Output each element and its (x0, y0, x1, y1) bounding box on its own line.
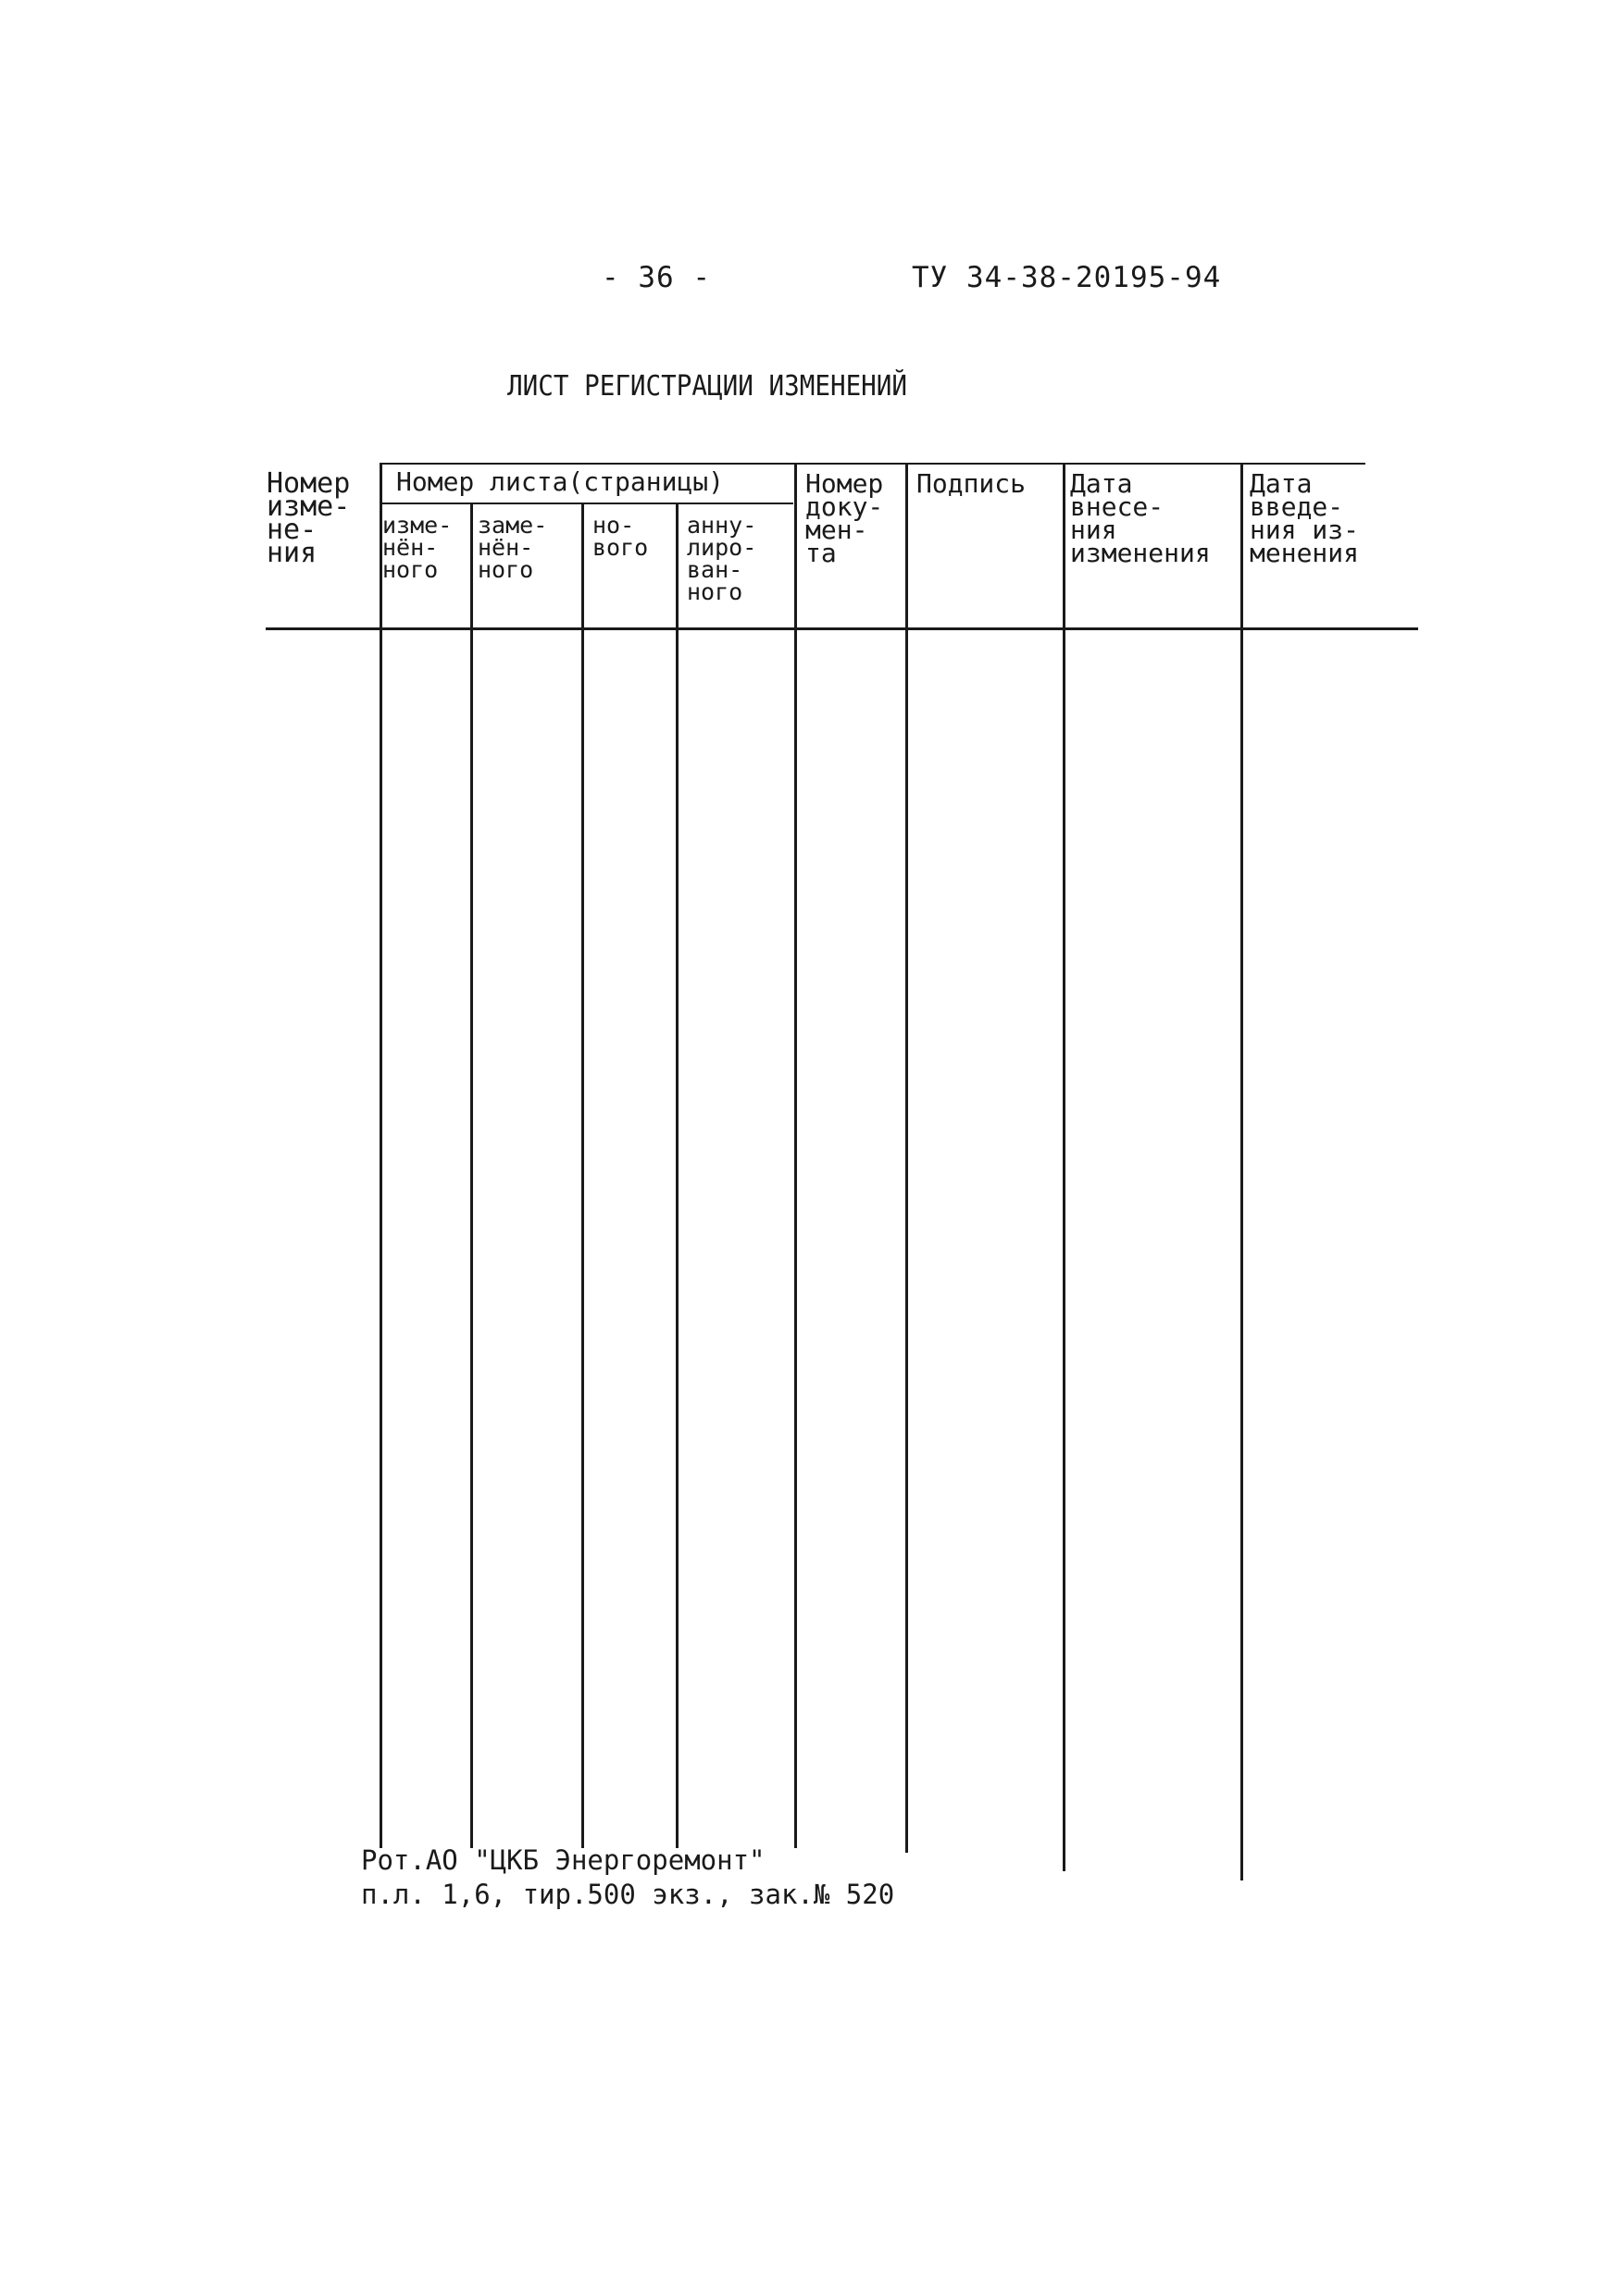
header-changed: изме- нён- ного (382, 512, 453, 583)
table-header-bottom-rule (266, 627, 1418, 630)
header-sheet-number-group: Номер листа(страницы) (396, 466, 725, 497)
column-divider (581, 504, 584, 1848)
imprint-publisher: Рот.АО "ЦКБ Энергоремонт" (361, 1844, 766, 1876)
column-divider (1063, 465, 1065, 1871)
column-divider (380, 465, 382, 1848)
imprint-details: п.л. 1,6, тир.500 экз., зак.№ 520 (361, 1879, 895, 1910)
header-entry-date: Дата внесе- ния изменения (1070, 468, 1211, 568)
column-divider (905, 465, 908, 1853)
column-divider (470, 504, 473, 1848)
sheet-title: ЛИСТ РЕГИСТРАЦИИ ИЗМЕНЕНИЙ (507, 370, 908, 403)
page-number: - 36 - (602, 261, 711, 294)
header-signature: Подпись (916, 468, 1027, 499)
header-replaced: заме- нён- ного (478, 512, 548, 583)
header-effective-date: Дата введе- ния из- менения (1250, 468, 1360, 568)
column-divider (676, 504, 679, 1848)
document-code: ТУ 34-38-20195-94 (912, 261, 1222, 294)
header-new: но- вого (592, 512, 649, 561)
table-top-rule (380, 463, 1365, 465)
header-annulled: анну- лиро- ван- ного (687, 512, 757, 605)
column-divider (1240, 465, 1243, 1880)
column-divider (794, 465, 797, 1848)
group-header-rule (381, 503, 793, 504)
header-document-number: Номер доку- мен- та (805, 468, 884, 568)
header-change-number: Номер изме- не- ния (267, 467, 351, 569)
